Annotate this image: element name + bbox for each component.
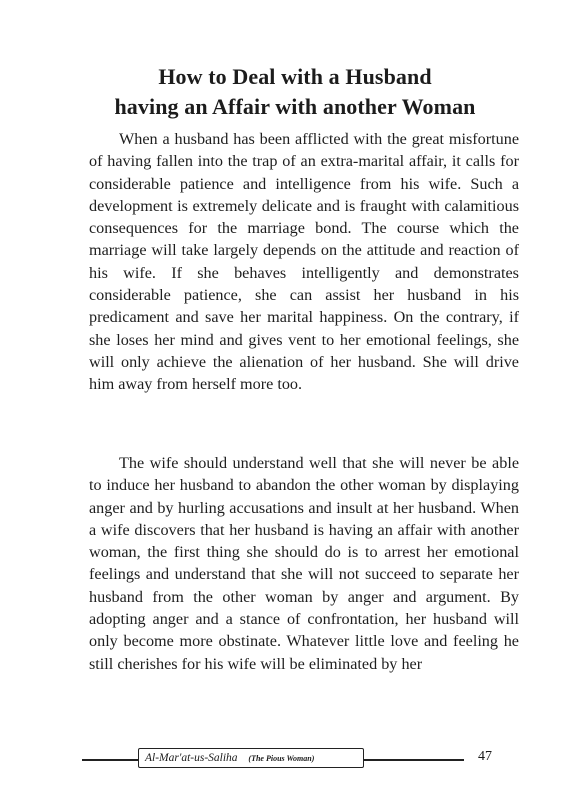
footer-book-subtitle: (The Pious Woman): [248, 754, 315, 763]
paragraph-1: When a husband has been afflicted with the great misfortune of having fallen into the trap of an extra-marital affair, it calls for considerable patience and intelligence from his wife. Such a development is extremely delicate and is fraught with calamitious consequences for the marriage bond. The course which the marriage will take largely depends on the attitude and reaction of his wife. If she behaves intelligently and demonstrates considerable patience, she can assist her husband in his predicament and save her marital happiness. On the contrary, if she loses her mind and gives vent to her emotional feelings, she will only achieve the alienation of her husband. She will drive him away from herself more too.: [89, 130, 519, 394]
chapter-title-line-1: How to Deal with a Husband: [158, 64, 432, 89]
footer-book-title-box: [138, 748, 364, 768]
chapter-title-line-2: having an Affair with another Woman: [114, 94, 476, 119]
footer-book-title: Al-Mar'at-us-Saliha: [145, 752, 238, 764]
paragraph-2: The wife should understand well that she will never be able to induce her husband to abandon the other woman by displaying anger and by hurling accusations and insult at her husband. When a wife discovers that her husband is having an affair with another woman, the first thing she should do is to arrest her emotional feelings and understand that she will not succeed to separate her husband from the other woman by anger and argument. By adopting anger and a stance of confrontation, her husband will only become more obstinate. Whatever little love and feeling he still cherishes for his wife will be eliminated by her: [89, 454, 519, 673]
page-number: 47: [478, 749, 492, 764]
page-footer: [82, 748, 524, 768]
footer-rule-left: [82, 759, 138, 761]
footer-rule-right: [364, 759, 464, 761]
